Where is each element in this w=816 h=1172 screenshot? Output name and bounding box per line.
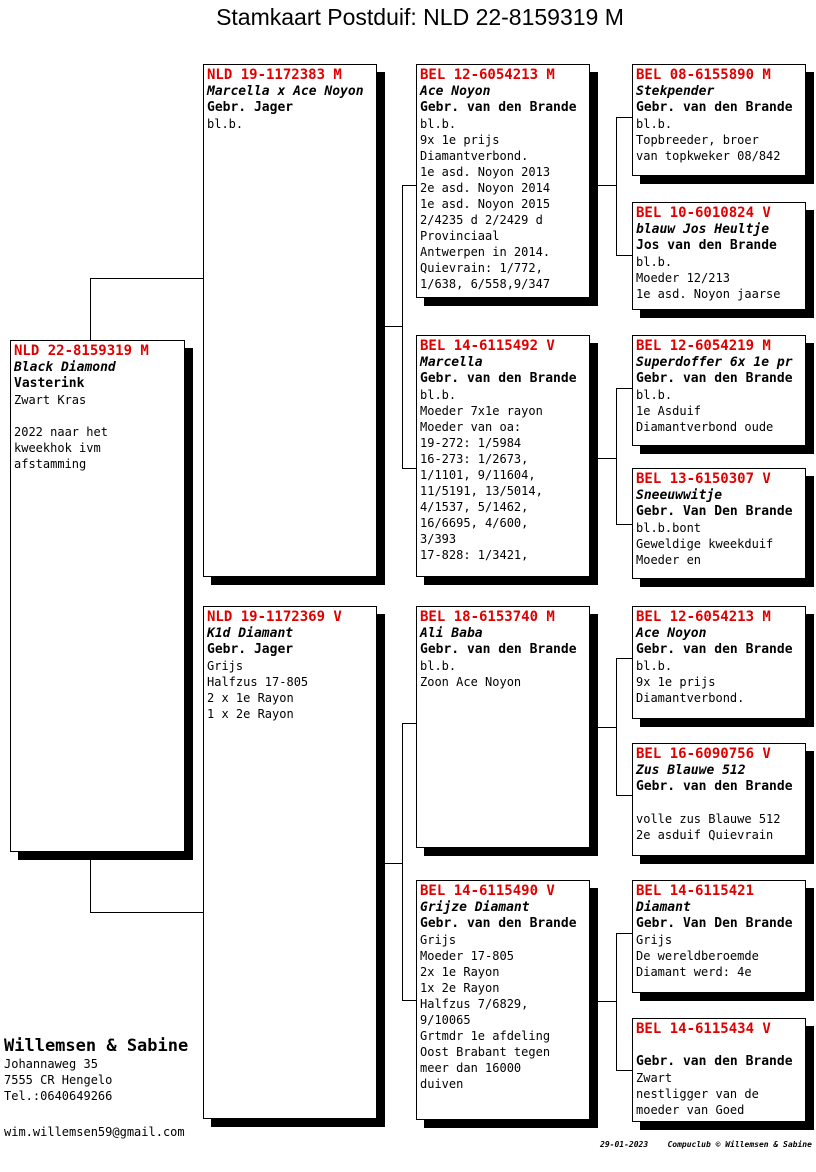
owner-name: Jos van den Brande bbox=[636, 238, 777, 253]
connector-line bbox=[616, 933, 632, 934]
connector-line bbox=[598, 458, 616, 459]
owner-name: Gebr. Jager bbox=[207, 100, 294, 115]
owner-name: Gebr. van den Brande bbox=[420, 916, 577, 931]
info-line: 2e asduif Quievrain bbox=[636, 828, 774, 842]
info-line: Diamant werd: 4e bbox=[636, 965, 752, 979]
pigeon-name: Ace Noyon bbox=[420, 84, 491, 99]
connector-line bbox=[616, 117, 617, 255]
ring-number: NLD 19-1172383 M bbox=[207, 67, 342, 83]
ggp-fff-card bbox=[632, 64, 806, 176]
connector-line bbox=[90, 852, 91, 912]
ring-number: BEL 16-6090756 V bbox=[636, 746, 771, 762]
info-line: 2/4235 d 2/2429 d bbox=[420, 213, 543, 227]
connector-line bbox=[616, 524, 632, 525]
connector-line bbox=[598, 185, 616, 186]
info-line: Moeder van oa: bbox=[420, 420, 522, 434]
info-line: bl.b. bbox=[636, 255, 673, 269]
pigeon-name: Superdoffer 6x 1e pr bbox=[636, 355, 793, 370]
info-line: bl.b. bbox=[207, 117, 244, 131]
info-line: bl.b. bbox=[420, 659, 457, 673]
info-line: bl.b. bbox=[636, 388, 673, 402]
ggp-fmm-card bbox=[632, 468, 806, 579]
pigeon-name bbox=[636, 1038, 802, 1054]
footer-credit: Compuclub © Willemsen & Sabine bbox=[667, 1140, 812, 1149]
info-line: Zwart Kras bbox=[14, 393, 87, 407]
info-line: 11/5191, 13/5014, bbox=[420, 484, 543, 498]
breeder-city: 7555 CR Hengelo bbox=[4, 1073, 113, 1087]
owner-name: Gebr. Jager bbox=[207, 642, 294, 657]
info-line: bl.b. bbox=[636, 117, 673, 131]
info-line: Diamantverbond. bbox=[420, 149, 529, 163]
owner-name: Gebr. Van Den Brande bbox=[636, 504, 793, 519]
owner-name: Vasterink bbox=[14, 376, 85, 391]
info-line: duiven bbox=[420, 1077, 464, 1091]
info-line: Moeder 7x1e rayon bbox=[420, 404, 543, 418]
pigeon-card bbox=[10, 340, 185, 852]
connector-line bbox=[598, 727, 616, 728]
connector-line bbox=[90, 912, 204, 913]
pigeon-name: Black Diamond bbox=[14, 360, 116, 375]
page-title: Stamkaart Postduif: NLD 22-8159319 M bbox=[216, 4, 624, 30]
info-line: Diamantverbond oude bbox=[636, 420, 774, 434]
pigeon-name: Zus Blauwe 512 bbox=[636, 763, 746, 778]
info-line: Oost Brabant tegen bbox=[420, 1045, 551, 1059]
info-line: moeder van Goed bbox=[636, 1103, 745, 1117]
connector-line bbox=[616, 658, 632, 659]
owner-name: Gebr. van den Brande bbox=[636, 642, 793, 657]
connector-line bbox=[402, 1000, 417, 1001]
father-card bbox=[203, 64, 377, 577]
connector-line bbox=[616, 658, 617, 795]
info-line: Provinciaal bbox=[420, 229, 500, 243]
connector-line bbox=[402, 185, 417, 186]
connector-line bbox=[384, 326, 402, 327]
info-line: Zoon Ace Noyon bbox=[420, 675, 522, 689]
info-line: 2 x 1e Rayon bbox=[207, 691, 294, 705]
ring-number: BEL 12-6054219 M bbox=[636, 338, 771, 354]
info-line: Moeder 17-805 bbox=[420, 949, 514, 963]
pigeon-name: blauw Jos Heultje bbox=[636, 222, 770, 237]
ring-number: NLD 22-8159319 M bbox=[14, 343, 149, 359]
ring-number: BEL 08-6155890 M bbox=[636, 67, 771, 83]
info-line: 17-828: 1/3421, bbox=[420, 548, 529, 562]
info-line: 4/1537, 5/1462, bbox=[420, 500, 529, 514]
info-line: Grijs bbox=[420, 933, 457, 947]
ring-number: BEL 10-6010824 V bbox=[636, 205, 771, 221]
footer-date: 29-01-2023 bbox=[600, 1140, 649, 1149]
info-line: Grijs bbox=[207, 659, 244, 673]
info-line: bl.b. bbox=[420, 388, 457, 402]
ring-number: BEL 13-6150307 V bbox=[636, 471, 771, 487]
info-line: 1e asd. Noyon 2015 bbox=[420, 197, 551, 211]
info-line: Topbreeder, broer bbox=[636, 133, 759, 147]
info-line: kweekhok ivm bbox=[14, 441, 101, 455]
ring-number: BEL 14-6115421 bbox=[636, 883, 755, 899]
info-line: 9x 1e prijs bbox=[636, 675, 716, 689]
ring-number: BEL 12-6054213 M bbox=[636, 609, 771, 625]
maternal-grandmother-card bbox=[416, 880, 590, 1120]
info-line: Diamantverbond. bbox=[636, 691, 745, 705]
info-line: Grtmdr 1e afdeling bbox=[420, 1029, 551, 1043]
info-line: afstamming bbox=[14, 457, 87, 471]
info-line: 1e asd. Noyon jaarse bbox=[636, 287, 781, 301]
info-line: 16/6695, 4/600, bbox=[420, 516, 529, 530]
info-line: bl.b.bont bbox=[636, 521, 702, 535]
ggp-fmf-card bbox=[632, 335, 806, 446]
owner-name: Gebr. van den Brande bbox=[636, 779, 793, 794]
connector-line bbox=[384, 863, 402, 864]
info-line: 1/1101, 9/11604, bbox=[420, 468, 536, 482]
paternal-grandmother-card bbox=[416, 335, 590, 577]
ring-number: BEL 18-6153740 M bbox=[420, 609, 555, 625]
info-line: van topkweker 08/842 bbox=[636, 149, 781, 163]
info-line: 2e asd. Noyon 2014 bbox=[420, 181, 551, 195]
ring-number: NLD 19-1172369 V bbox=[207, 609, 342, 625]
info-line: 1x 2e Rayon bbox=[420, 981, 500, 995]
connector-line bbox=[616, 255, 632, 256]
info-line: 1e Asduif bbox=[636, 404, 702, 418]
breeder-info bbox=[4, 1036, 188, 1104]
info-line: bl.b. bbox=[420, 117, 457, 131]
owner-name: Gebr. van den Brande bbox=[420, 642, 577, 657]
pigeon-name: K1d Diamant bbox=[207, 626, 294, 641]
info-line: 19-272: 1/5984 bbox=[420, 436, 522, 450]
breeder-phone: Tel.:0640649266 bbox=[4, 1089, 113, 1103]
owner-name: Gebr. van den Brande bbox=[420, 100, 577, 115]
owner-name: Gebr. van den Brande bbox=[636, 1054, 793, 1069]
info-line: 1/638, 6/558,9/347 bbox=[420, 277, 551, 291]
info-line: 9/10065 bbox=[420, 1013, 471, 1027]
connector-line bbox=[616, 117, 632, 118]
info-line: 3/393 bbox=[420, 532, 457, 546]
connector-line bbox=[402, 468, 417, 469]
info-line: 16-273: 1/2673, bbox=[420, 452, 529, 466]
info-line: nestligger van de bbox=[636, 1087, 759, 1101]
connector-line bbox=[616, 933, 617, 1070]
pigeon-name: Stekpender bbox=[636, 84, 715, 99]
footer bbox=[600, 1140, 812, 1149]
pigeon-name: Ace Noyon bbox=[636, 626, 707, 641]
info-line: Halfzus 17-805 bbox=[207, 675, 309, 689]
info-line: Moeder en bbox=[636, 553, 702, 567]
breeder-address: Johannaweg 35 bbox=[4, 1057, 98, 1071]
pigeon-name: Marcella bbox=[420, 355, 483, 370]
connector-line bbox=[616, 795, 632, 796]
owner-name: Gebr. van den Brande bbox=[636, 100, 793, 115]
pigeon-name: Diamant bbox=[636, 900, 691, 915]
owner-name: Gebr. van den Brande bbox=[420, 371, 577, 386]
connector-line bbox=[598, 1001, 616, 1002]
pigeon-name: Grijze Diamant bbox=[420, 900, 530, 915]
ring-number: BEL 14-6115434 V bbox=[636, 1021, 771, 1037]
connector-line bbox=[616, 388, 632, 389]
info-line: 2x 1e Rayon bbox=[420, 965, 500, 979]
info-line: 2022 naar het bbox=[14, 425, 108, 439]
info-line: Quievrain: 1/772, bbox=[420, 261, 543, 275]
connector-line bbox=[616, 388, 617, 524]
info-line: Geweldige kweekduif bbox=[636, 537, 774, 551]
connector-line bbox=[402, 185, 403, 468]
ring-number: BEL 14-6115492 V bbox=[420, 338, 555, 354]
info-line: Moeder 12/213 bbox=[636, 271, 730, 285]
info-line: 1 x 2e Rayon bbox=[207, 707, 294, 721]
breeder-name: Willemsen & Sabine bbox=[4, 1036, 189, 1056]
ggp-mmm-card bbox=[632, 1018, 806, 1122]
maternal-grandfather-card bbox=[416, 606, 590, 848]
ggp-ffm-card bbox=[632, 202, 806, 310]
info-line: volle zus Blauwe 512 bbox=[636, 812, 781, 826]
ggp-mmf-card bbox=[632, 880, 806, 993]
connector-line bbox=[402, 723, 403, 1000]
info-line: Halfzus 7/6829, bbox=[420, 997, 529, 1011]
info-line: 1e asd. Noyon 2013 bbox=[420, 165, 551, 179]
info-line: Antwerpen in 2014. bbox=[420, 245, 551, 259]
owner-name: Gebr. van den Brande bbox=[636, 371, 793, 386]
connector-line bbox=[90, 278, 91, 340]
connector-line bbox=[402, 723, 417, 724]
breeder-email: wim.willemsen59@gmail.com bbox=[4, 1125, 185, 1139]
ring-number: BEL 14-6115490 V bbox=[420, 883, 555, 899]
info-line: bl.b. bbox=[636, 659, 673, 673]
ggp-mff-card bbox=[632, 606, 806, 719]
info-line: Zwart bbox=[636, 1071, 673, 1085]
ggp-mfm-card bbox=[632, 743, 806, 856]
pigeon-name: Sneeuwwitje bbox=[636, 488, 723, 503]
info-line: 9x 1e prijs bbox=[420, 133, 500, 147]
info-line: De wereldberoemde bbox=[636, 949, 759, 963]
info-line bbox=[14, 408, 181, 424]
pigeon-name: Ali Baba bbox=[420, 626, 483, 641]
owner-name: Gebr. Van Den Brande bbox=[636, 916, 793, 931]
info-line: meer dan 16000 bbox=[420, 1061, 522, 1075]
info-line: Grijs bbox=[636, 933, 673, 947]
info-line bbox=[636, 795, 802, 811]
connector-line bbox=[616, 1070, 632, 1071]
ring-number: BEL 12-6054213 M bbox=[420, 67, 555, 83]
pigeon-name: Marcella x Ace Noyon bbox=[207, 84, 364, 99]
paternal-grandfather-card bbox=[416, 64, 590, 298]
mother-card bbox=[203, 606, 377, 1119]
connector-line bbox=[90, 278, 204, 279]
